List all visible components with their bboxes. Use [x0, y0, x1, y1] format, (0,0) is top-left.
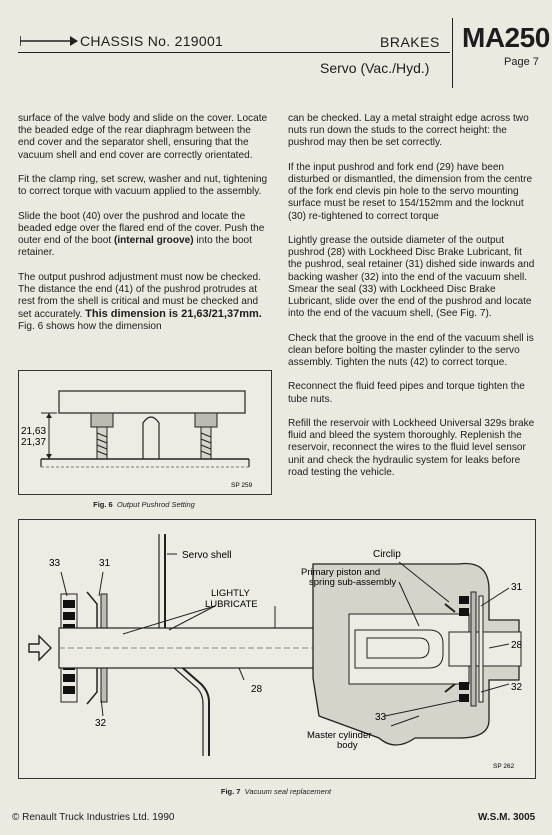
- paragraph: Check that the groove in the end of the vacuum shell is clean before bolting the master cylinder to the servo assembly. Tighten the nuts (42) to correct torque.: [288, 332, 534, 369]
- model-number: 250: [504, 22, 550, 53]
- paragraph: If the input pushrod and fork end (29) have been disturbed or dismantled, the dimension from the centre of the fork end clevis pin hole to the servo mounting surface must be reset to 154/152mm and the locknut (30) re-tightened to correct torque: [288, 161, 533, 222]
- label-33-right: 33: [375, 712, 387, 723]
- label-servo-shell: Servo shell: [182, 550, 232, 561]
- caption-text: Vacuum seal replacement: [244, 787, 332, 796]
- figure-7: [18, 519, 536, 779]
- figure-7-caption: [18, 787, 534, 796]
- paragraph: can be checked. Lay a metal straight edge across two nuts run down the studs to the correct height: the pushrod may then be set correctly.: [288, 113, 529, 149]
- caption-number: Fig. 7: [220, 787, 241, 796]
- subsection-title: Servo (Vac./Hyd.): [320, 60, 430, 76]
- label-28-left: 28: [251, 684, 263, 695]
- header-rule: [18, 52, 450, 53]
- text-run: into the boot retainer.: [18, 235, 252, 259]
- chassis-arrow-icon: [20, 34, 78, 48]
- pushrod-setting-diagram: [19, 371, 271, 494]
- paragraph: Lightly grease the outside diameter of the output pushrod (28) with Lockheed Disc Brake Lubricant, fit the pushrod, seal retainer (31) dished side inwards and backing washer (32) into the end of the vacuum shell. Smear the seal (33) with Lockheed Disc Brake Lubricant, slide over the end of the pushrod and locate into the end of the vacuum shell, (See Fig. 7).: [288, 235, 535, 320]
- label-master-cylinder-1: Master cylinder: [307, 730, 372, 741]
- label-master-cylinder-2: body: [337, 740, 358, 751]
- page-number: Page 7: [504, 56, 539, 68]
- label-primary-piston-2: spring sub-assembly: [309, 577, 397, 588]
- manual-code: W.S.M. 3005: [478, 812, 536, 823]
- paragraph: [18, 272, 268, 334]
- paragraph: Fit the clamp ring, set screw, washer and nut, tightening to correct torque with vacuum applied to the assembly.: [18, 174, 268, 198]
- fig6-dimension-lower: 21,37: [21, 437, 47, 448]
- label-circlip: Circlip: [373, 549, 401, 560]
- model-code: [462, 22, 550, 54]
- paragraph: Refill the reservoir with Lockheed Universal 329s brake fluid and bleed the system thoroughly. Replenish the reservoir, reconnect the wires to the fluid level sensor unit and check the hydraulic system for leaks before road testing the vehicle.: [288, 418, 535, 478]
- label-primary-piston-1: Primary piston and: [301, 567, 381, 578]
- label-32-right: 32: [511, 682, 523, 693]
- label-28-right: 28: [511, 640, 523, 651]
- right-text-column: [288, 113, 538, 491]
- paragraph: Reconnect the fluid feed pipes and torque tighten the tube nuts.: [288, 381, 525, 405]
- section-title: BRAKES: [380, 34, 440, 50]
- copyright: © Renault Truck Industries Ltd. 1990: [12, 812, 175, 823]
- text-run: Fig. 6 shows how the dimension: [18, 321, 162, 333]
- label-lightly: LIGHTLY: [211, 588, 250, 599]
- left-text-column: [18, 113, 268, 346]
- figure-6-caption: [18, 500, 270, 509]
- text-run: The output pushrod adjustment must now be checked. The distance the end (41) of the pushrod protrudes at rest from the shell is critical and must be checked and set accurately.: [18, 271, 261, 321]
- paragraph: surface of the valve body and slide on the cover. Locate the beaded edge of the rear diaphragm between the end cover and the separator shell, ensuring that the vacuum shell and end cover are correctly orientated.: [18, 113, 268, 161]
- emphasis-text: (internal groove): [113, 235, 194, 246]
- model-prefix: MA: [462, 22, 505, 53]
- header-divider: [452, 18, 453, 88]
- fig6-reference: SP 259: [231, 482, 253, 489]
- paragraph: [18, 211, 268, 260]
- caption-number: Fig. 6: [93, 500, 113, 509]
- dimension-text: This dimension is 21,63/21,37mm.: [85, 308, 262, 321]
- fig6-dimension-upper: 21,63: [21, 426, 47, 437]
- label-31-right: 31: [511, 582, 523, 593]
- figure-6: [18, 370, 272, 495]
- label-lubricate: LUBRICATE: [205, 599, 258, 610]
- label-31-left: 31: [99, 558, 111, 569]
- caption-text: Output Pushrod Setting: [116, 500, 195, 509]
- text-run: Slide the boot (40) over the pushrod and locate the beaded edge over the flared end of the cover. Push the outer end of the boot: [18, 210, 265, 246]
- label-32-left: 32: [95, 718, 107, 729]
- label-33-left: 33: [49, 558, 61, 569]
- chassis-number: CHASSIS No. 219001: [80, 33, 224, 49]
- fig7-reference: SP 262: [493, 763, 515, 770]
- vacuum-seal-diagram: [19, 520, 535, 778]
